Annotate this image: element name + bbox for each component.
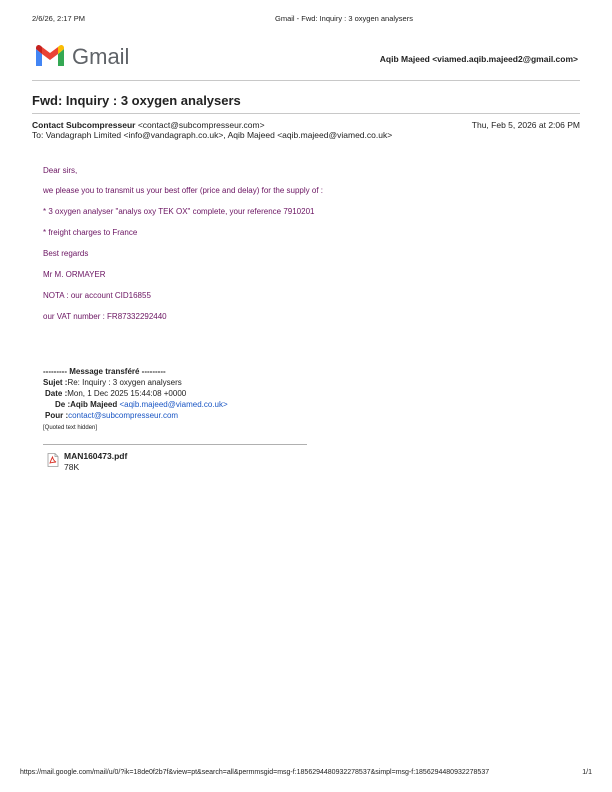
sender-email: <contact@subcompresseur.com> bbox=[137, 120, 265, 130]
print-date: 2/6/26, 2:17 PM bbox=[32, 14, 85, 23]
body-line: our VAT number : FR87332292440 bbox=[43, 312, 167, 321]
body-line: * freight charges to France bbox=[43, 228, 138, 237]
forward-from-name: Aqib Majeed bbox=[70, 400, 120, 409]
print-title: Gmail - Fwd: Inquiry : 3 oxygen analysers bbox=[275, 14, 413, 23]
forward-date bbox=[45, 389, 186, 398]
forward-subject-value: Re: Inquiry : 3 oxygen analysers bbox=[67, 378, 182, 387]
print-footer-url: https://mail.google.com/mail/u/0/?ik=18de0f2b7f&view=pt&search=all&permmsgid=msg-f:1856294480932278537&simpl=msg-f:1856294480932278537 bbox=[20, 769, 490, 776]
forward-date-label: Date : bbox=[45, 389, 68, 398]
body-line: * 3 oxygen analyser "analys oxy TEK OX" complete, your reference 7910201 bbox=[43, 207, 315, 216]
forward-from bbox=[55, 400, 228, 409]
page-number: 1/1 bbox=[582, 769, 592, 776]
forward-to-email-link[interactable]: contact@subcompresseur.com bbox=[68, 411, 179, 420]
forward-from-email-link[interactable]: <aqib.majeed@viamed.co.uk> bbox=[119, 400, 228, 409]
forward-subject bbox=[43, 378, 182, 387]
forward-date-value: Mon, 1 Dec 2025 15:44:08 +0000 bbox=[67, 389, 187, 398]
sender-line bbox=[32, 120, 265, 130]
body-line: Dear sirs, bbox=[43, 166, 78, 175]
forward-to bbox=[45, 411, 178, 420]
pdf-file-icon bbox=[47, 453, 59, 467]
body-line: Best regards bbox=[43, 249, 89, 258]
subject-divider bbox=[32, 113, 580, 114]
forward-to-label: Pour : bbox=[45, 411, 69, 420]
gmail-logo-icon bbox=[34, 44, 66, 68]
attachment-divider bbox=[43, 444, 307, 445]
body-line: we please you to transmit us your best offer (price and delay) for the supply of : bbox=[43, 186, 323, 195]
account-email: Aqib Majeed <viamed.aqib.majeed2@gmail.com> bbox=[379, 54, 578, 64]
gmail-wordmark: Gmail bbox=[72, 44, 130, 69]
quoted-text-hidden[interactable]: [Quoted text hidden] bbox=[43, 425, 98, 431]
header-divider bbox=[32, 80, 580, 81]
email-subject: Fwd: Inquiry : 3 oxygen analysers bbox=[32, 93, 241, 108]
forward-subject-label: Sujet : bbox=[43, 378, 68, 387]
body-line: Mr M. ORMAYER bbox=[43, 270, 106, 279]
forward-from-label: De : bbox=[55, 400, 71, 409]
attachment-size: 78K bbox=[64, 462, 80, 472]
recipients-line: To: Vandagraph Limited <info@vandagraph.co.uk>, Aqib Majeed <aqib.majeed@viamed.co.uk> bbox=[32, 130, 393, 140]
message-date: Thu, Feb 5, 2026 at 2:06 PM bbox=[471, 120, 580, 130]
body-line: NOTA : our account CID16855 bbox=[43, 291, 151, 300]
forward-separator: --------- Message transféré --------- bbox=[43, 367, 166, 376]
attachment-name[interactable]: MAN160473.pdf bbox=[64, 451, 128, 461]
sender-name: Contact Subcompresseur bbox=[32, 120, 136, 130]
